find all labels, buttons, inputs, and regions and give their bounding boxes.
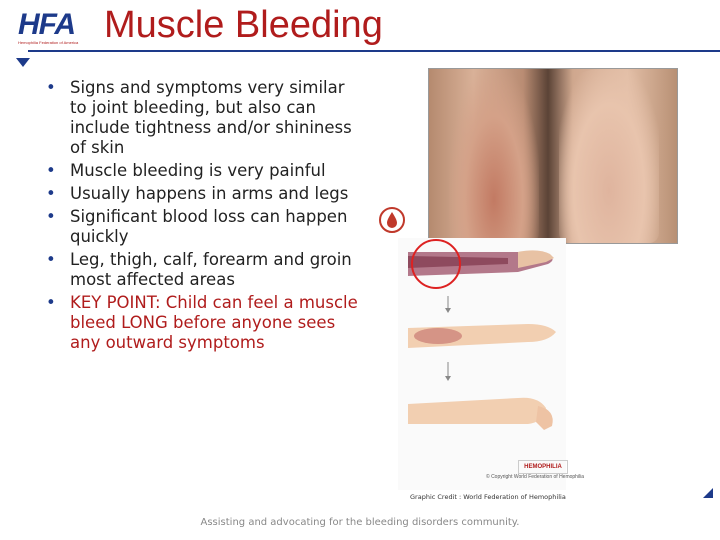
key-point-bullet: • KEY POINT: Child can feel a muscle bleed LONG before anyone sees any outward symptoms [46,293,366,353]
rule-triangle-marker [16,58,30,67]
bullet-item: • Leg, thigh, calf, forearm and groin most affected areas [46,250,366,290]
slide-title: Muscle Bleeding [104,4,383,46]
wfh-logo: HEMOPHILIA [518,460,568,474]
blood-drop-icon [378,206,406,234]
bullet-item: • Muscle bleeding is very painful [46,161,366,181]
slide-header [0,0,720,60]
hfa-logo-text: HFA [18,8,75,41]
hfa-logo-subtext: Hemophilia Federation of America [18,40,79,45]
right-thigh [559,69,659,243]
arm-progression-illustration [398,238,566,438]
corner-triangle-marker [703,488,713,498]
header-rule [28,50,720,52]
hfa-logo [18,8,90,46]
arm-bruise-view [408,324,556,348]
arm-normal-view [408,398,553,430]
bullet-item: • Usually happens in arms and legs [46,184,366,204]
copyright-note: © Copyright World Federation of Hemophilia [486,474,585,480]
graphic-credit: Graphic Credit : World Federation of Hemophilia [410,493,566,501]
thigh-bruise-photo [428,68,678,244]
slide-footer: Assisting and advocating for the bleeding disorders community. [200,517,520,528]
left-thigh [449,69,539,243]
arm-muscle-view [408,240,554,288]
bullet-list [46,78,366,356]
bullet-item: • Signs and symptoms very similar to joint bleeding, but also can include tightness and/or shininess of skin [46,78,366,158]
bullet-item: • Significant blood loss can happen quickly [46,207,366,247]
